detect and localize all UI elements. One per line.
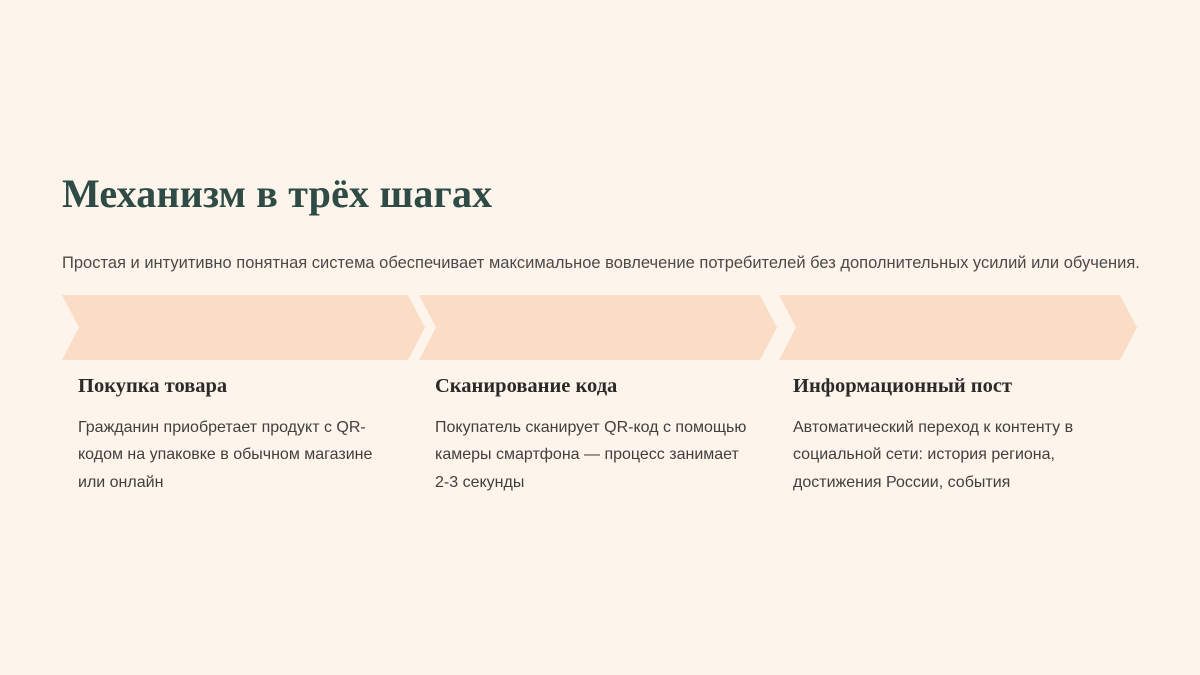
step-1-description: Гражданин приобретает продукт с QR-кодом на упаковке в обычном магазине или онлайн: [78, 418, 373, 491]
step-2-description: Покупатель сканирует QR-код с помощью камеры смартфона — процесс занимает 2-3 секунды: [435, 418, 747, 491]
step-1-title: Покупка товара: [78, 375, 228, 397]
slide-title: Механизм в трёх шагах: [62, 171, 493, 216]
step-1: [78, 374, 380, 497]
step-3-description: Автоматический переход к контенту в социальной сети: история региона, достижения России, события: [793, 418, 1074, 491]
step-2-title: Сканирование кода: [435, 375, 618, 397]
step-arrow-1: [62, 295, 425, 360]
step-arrow-3: [779, 295, 1137, 360]
step-3-title: Информационный пост: [793, 375, 1013, 397]
step-3: [793, 374, 1089, 497]
step-arrow-2: [419, 295, 777, 360]
step-2: [435, 374, 757, 497]
slide-subtitle: Простая и интуитивно понятная система обеспечивает максимальное вовлечение потребителей без дополнительных усилий или обучения.: [62, 254, 1140, 272]
